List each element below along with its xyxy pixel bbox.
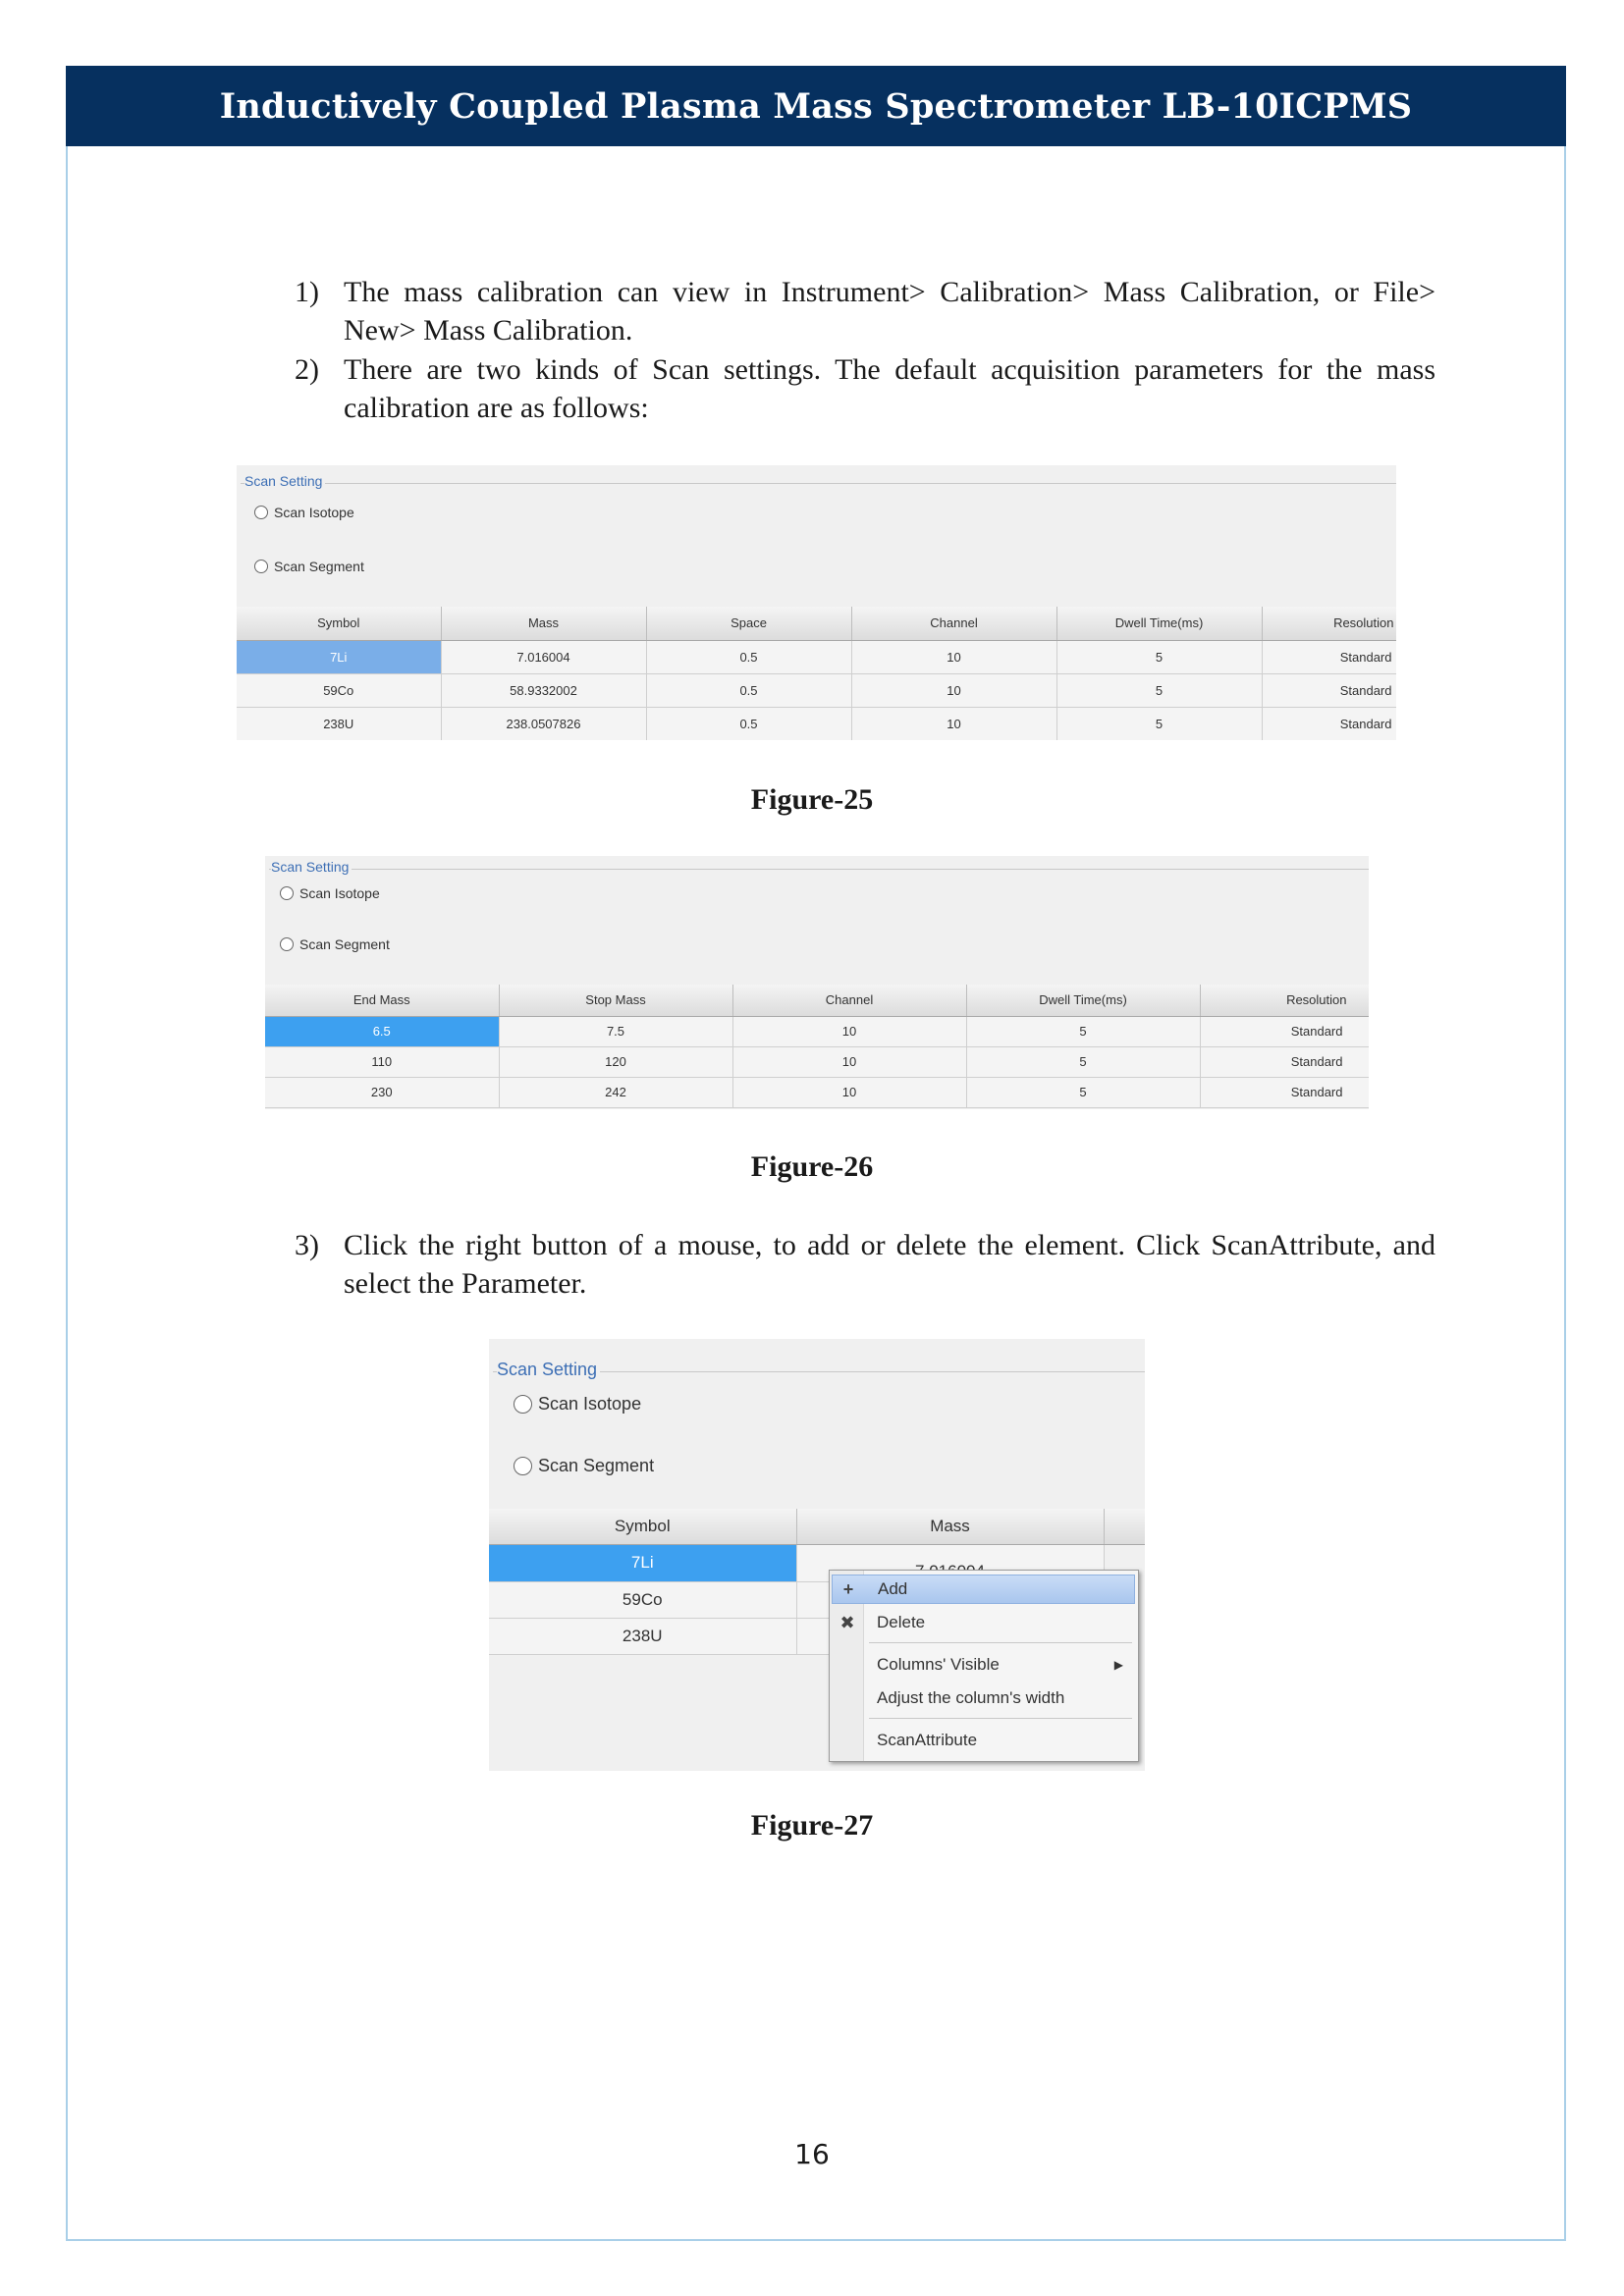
- table-cell[interactable]: 0.5: [646, 707, 851, 740]
- radio-scan-segment[interactable]: [514, 1456, 654, 1476]
- figure-26-screenshot: [265, 856, 1369, 1109]
- column-header[interactable]: Dwell Time(ms): [1056, 607, 1262, 640]
- step-text: Click the right button of a mouse, to add or delete the element. Click ScanAttribute, and select the Parameter.: [344, 1229, 1435, 1300]
- menu-item-adjust-width[interactable]: [832, 1683, 1135, 1713]
- radio-scan-isotope[interactable]: [514, 1394, 641, 1415]
- table-row[interactable]: [265, 1016, 1369, 1046]
- column-header[interactable]: Channel: [732, 985, 966, 1016]
- table-header-row: [237, 607, 1396, 640]
- table-cell[interactable]: 238U: [489, 1618, 796, 1654]
- table-cell[interactable]: Standard: [1262, 707, 1396, 740]
- column-header[interactable]: Space: [646, 607, 851, 640]
- radio-label: Scan Isotope: [538, 1394, 642, 1414]
- step-text: The mass calibration can view in Instrument> Calibration> Mass Calibration, or File> New> Mass Calibration.: [344, 276, 1435, 347]
- table-cell[interactable]: 59Co: [237, 673, 441, 707]
- figure-25-caption: Figure-25: [750, 783, 874, 816]
- column-header[interactable]: Mass: [796, 1509, 1104, 1544]
- menu-item-scan-attribute[interactable]: [832, 1726, 1135, 1755]
- group-title: Scan Setting: [271, 859, 352, 875]
- table-cell[interactable]: 10: [851, 640, 1056, 673]
- figure-27-screenshot: [489, 1339, 1145, 1771]
- table-row[interactable]: [237, 707, 1396, 740]
- menu-item-label: ScanAttribute: [877, 1731, 978, 1749]
- menu-separator: [869, 1642, 1132, 1643]
- radio-unselected-icon: [254, 560, 268, 573]
- document-title: Inductively Coupled Plasma Mass Spectrometer LB-10ICPMS: [219, 85, 1413, 127]
- table-cell[interactable]: 238U: [237, 707, 441, 740]
- menu-item-columns-visible[interactable]: [832, 1650, 1135, 1680]
- submenu-arrow-icon: ▶: [1113, 1658, 1123, 1672]
- figure-27-caption: Figure-27: [750, 1809, 874, 1842]
- table-cell[interactable]: 120: [499, 1046, 732, 1077]
- table-cell[interactable]: 10: [851, 707, 1056, 740]
- table-header-row: [489, 1509, 1145, 1544]
- column-header[interactable]: Resolution: [1200, 985, 1369, 1016]
- table-header-row: [265, 985, 1369, 1016]
- radio-unselected-icon: [514, 1457, 532, 1475]
- column-header[interactable]: Resolution: [1262, 607, 1396, 640]
- menu-item-delete[interactable]: [832, 1608, 1135, 1637]
- table-cell[interactable]: 242: [499, 1077, 732, 1107]
- page-number: 16: [794, 2138, 830, 2170]
- table-cell[interactable]: Standard: [1200, 1077, 1369, 1107]
- table-cell[interactable]: 7Li: [237, 640, 441, 673]
- column-header[interactable]: Symbol: [489, 1509, 796, 1544]
- figure-25-screenshot: [237, 465, 1396, 740]
- table-cell[interactable]: 0.5: [646, 673, 851, 707]
- table-cell[interactable]: 6.5: [265, 1016, 499, 1046]
- menu-item-add[interactable]: [832, 1575, 1135, 1604]
- segment-table: [265, 985, 1369, 1108]
- menu-item-label: Columns' Visible: [877, 1655, 1000, 1674]
- table-cell[interactable]: 5: [1056, 673, 1262, 707]
- menu-item-label: Adjust the column's width: [877, 1688, 1065, 1707]
- table-cell[interactable]: 58.9332002: [441, 673, 646, 707]
- step-3: [295, 1226, 1435, 1303]
- group-divider: [241, 483, 1396, 484]
- column-header-filler: [1104, 1509, 1145, 1544]
- table-cell[interactable]: 5: [1056, 640, 1262, 673]
- table-row[interactable]: [237, 640, 1396, 673]
- group-title: Scan Setting: [497, 1360, 600, 1380]
- radio-scan-isotope[interactable]: [254, 505, 354, 520]
- table-cell[interactable]: 5: [966, 1046, 1200, 1077]
- table-cell[interactable]: 238.0507826: [441, 707, 646, 740]
- table-cell[interactable]: 10: [851, 673, 1056, 707]
- figure-26-caption: Figure-26: [750, 1150, 874, 1183]
- column-header[interactable]: Mass: [441, 607, 646, 640]
- table-row[interactable]: [265, 1046, 1369, 1077]
- table-cell[interactable]: 5: [966, 1077, 1200, 1107]
- radio-label: Scan Segment: [299, 936, 390, 952]
- table-cell[interactable]: Standard: [1200, 1016, 1369, 1046]
- table-cell[interactable]: 10: [732, 1016, 966, 1046]
- table-cell[interactable]: Standard: [1200, 1046, 1369, 1077]
- step-2: [295, 350, 1435, 427]
- x-icon: ✖: [839, 1612, 855, 1632]
- table-cell[interactable]: Standard: [1262, 673, 1396, 707]
- column-header[interactable]: Stop Mass: [499, 985, 732, 1016]
- radio-label: Scan Isotope: [274, 505, 354, 520]
- table-cell[interactable]: 230: [265, 1077, 499, 1107]
- column-header[interactable]: End Mass: [265, 985, 499, 1016]
- table-cell[interactable]: 10: [732, 1046, 966, 1077]
- plus-icon: +: [842, 1578, 854, 1599]
- group-title: Scan Setting: [244, 473, 325, 489]
- menu-item-label: Add: [878, 1579, 908, 1598]
- group-divider: [269, 869, 1369, 870]
- table-cell[interactable]: 7.5: [499, 1016, 732, 1046]
- column-header[interactable]: Dwell Time(ms): [966, 985, 1200, 1016]
- radio-scan-segment[interactable]: [280, 936, 390, 952]
- radio-selected-icon: [514, 1395, 532, 1414]
- radio-unselected-icon: [280, 886, 294, 900]
- step-number: 2): [295, 353, 319, 386]
- column-header[interactable]: Symbol: [237, 607, 441, 640]
- table-cell[interactable]: 0.5: [646, 640, 851, 673]
- table-cell[interactable]: Standard: [1262, 640, 1396, 673]
- context-menu: [829, 1570, 1139, 1762]
- table-cell[interactable]: 110: [265, 1046, 499, 1077]
- radio-selected-icon: [254, 506, 268, 519]
- table-cell[interactable]: 59Co: [489, 1581, 796, 1618]
- column-header[interactable]: Channel: [851, 607, 1056, 640]
- document-header: [66, 66, 1566, 146]
- step-number: 3): [295, 1229, 319, 1261]
- radio-label: Scan Segment: [538, 1456, 655, 1475]
- radio-label: Scan Segment: [274, 559, 364, 574]
- step-1: [295, 273, 1435, 349]
- step-number: 1): [295, 276, 319, 308]
- table-cell[interactable]: 10: [732, 1077, 966, 1107]
- table-cell[interactable]: 5: [966, 1016, 1200, 1046]
- table-cell[interactable]: 5: [1056, 707, 1262, 740]
- table-row[interactable]: [265, 1077, 1369, 1107]
- radio-label: Scan Isotope: [299, 885, 380, 901]
- radio-selected-icon: [280, 937, 294, 951]
- table-cell[interactable]: 7Li: [489, 1544, 796, 1581]
- isotope-table: [237, 607, 1396, 740]
- menu-separator: [869, 1718, 1132, 1719]
- table-row[interactable]: [237, 673, 1396, 707]
- step-text: There are two kinds of Scan settings. The default acquisition parameters for the mass calibration are as follows:: [344, 353, 1435, 424]
- radio-scan-segment[interactable]: [254, 559, 364, 574]
- radio-scan-isotope[interactable]: [280, 885, 380, 901]
- table-cell[interactable]: 7.016004: [441, 640, 646, 673]
- menu-item-label: Delete: [877, 1613, 926, 1631]
